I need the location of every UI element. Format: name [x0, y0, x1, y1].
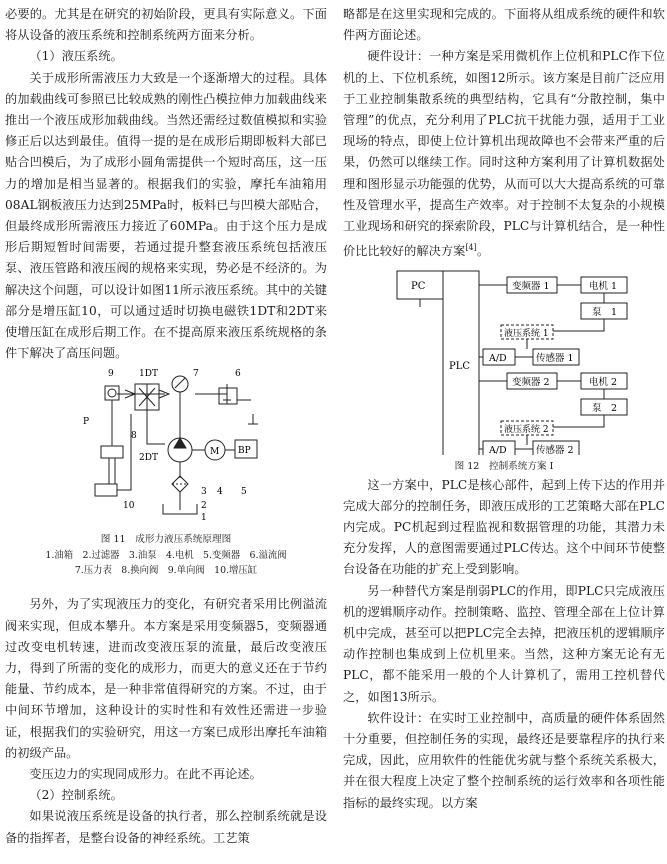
fig12-pc: PC	[411, 280, 426, 292]
fig12-sensor-1: 传感器 1	[536, 352, 574, 364]
fig12-plc: PLC	[449, 360, 471, 372]
fig12-inverter-1: 变频器 1	[512, 280, 550, 292]
fig12-motor-1: 电机 1	[589, 280, 618, 292]
left-paragraph-1: 必要的。尤其是在研究的初始阶段，更具有实际意义。下面将从设备的液压系统和控制系统两方面来分析。	[5, 7, 327, 43]
fig12-motor-2: 电机 2	[589, 376, 618, 388]
fig11-label-4: 4	[217, 487, 223, 498]
fig11-label-2: 2	[201, 501, 207, 512]
fig11-label-8: 8	[131, 431, 137, 442]
figure-11-parts-line-1: 1.油箱 2.过滤器 3.油泵 4.电机 5.变频器 6.溢流阀	[45, 550, 287, 562]
figure-11-parts-line-2: 7.压力表 8.换向阀 9.单向阀 10.增压缸	[74, 565, 258, 577]
left-column	[5, 4, 327, 849]
fig11-label-m: M	[210, 447, 220, 458]
fig12-inverter-2: 变频器 2	[512, 376, 550, 388]
fig12-pump-2: 泵 2	[592, 402, 618, 414]
fig12-pump-1: 泵 1	[592, 306, 618, 318]
figure-12-caption: 图 12 控制系统方案 Ⅰ	[454, 460, 554, 472]
fig11-label-3: 3	[201, 487, 207, 498]
right-paragraph-1: 略都是在这里实现和完成的。下面将从组成系统的硬件和软件两方面论述。	[343, 7, 665, 43]
fig11-label-2dt: 2DT	[139, 453, 158, 464]
fig12-hydraulic-1: 液压系统 1	[504, 328, 549, 339]
citation-ref: [4]	[465, 243, 477, 253]
left-paragraph-5: 如果说液压系统是设备的执行者，那么控制系统就是设备的指挥者，是整台设备的神经系统。工艺策	[5, 809, 327, 845]
fig11-label-1: 1	[201, 513, 207, 524]
left-paragraph-2: 关于成形所需液压力大致是一个逐渐增大的过程。具体的加载曲线可参照已比较成熟的刚性凸模拉伸力加载曲线来推出一个液压成形加载曲线。当然还需经过数值模拟和实验修正后以达到最佳。值得一提的是在成形后期即板料大部已贴合凹模后，为了成形小圆角需提供一个短时高压，这一压力的增加是相当显著的。根据我们的实验，摩托车油箱用08AL钢板液压力达到25MPa时，板料已与凹模大部贴合，但最终成形所需液压力接近了60MPa。由于这个压力是成形后期短暂时间需要，若通过提升整套液压系统包括液压泵、液压管路和液压阀的规格来实现，势必是不经济的。为解决这个问题，可以设计如图11所示液压系统。其中的关键部分是增压缸10，可以通过适时切换电磁铁1DT和2DT来使增压缸在成形后期工作。在不提高原来液压系统规格的条件下解决了高压问题。	[5, 70, 327, 361]
fig11-label-10: 10	[123, 501, 135, 512]
fig11-label-5: 5	[241, 487, 247, 498]
section-heading-hydraulic: （1）液压系统。	[29, 49, 123, 64]
fig12-sensor-2: 传感器 2	[536, 444, 574, 455]
fig11-label-p: P	[83, 417, 90, 428]
fig11-label-bp: BP	[238, 446, 251, 457]
fig11-label-1dt: 1DT	[139, 369, 158, 380]
right-paragraph-5: 软件设计：在实时工业控制中，高质量的硬件体系固然十分重要，但控制任务的实现，最终还是要靠程序的执行来完成，因此，应用软件的性能优劣就与整个系统关系极大，并在很大程度上决定了整个控制系统的运行效率和各项性能指标的最终实现。以方案	[343, 710, 665, 810]
figure-11-caption: 图 11 成形力液压系统原理图	[100, 534, 232, 546]
fig11-label-7: 7	[193, 369, 199, 380]
fig12-hydraulic-2: 液压系统 2	[504, 424, 549, 435]
fig12-ad-1: A/D	[489, 352, 507, 364]
fig11-label-6: 6	[235, 369, 241, 380]
right-column	[343, 4, 665, 814]
left-paragraph-3: 另外，为了实现液压力的变化，有研究者采用比例溢流阀来实现，但成本攀升。本方案是采用变频器5，变频器通过改变电机转速，进而改变液压泵的流量，最后改变液压力，得到了所需的变化的成形力，而更大的意义还在于节约能量、节约成本，是一种非常值得研究的方案。不过，由于中间环节增加，这种设计的实时性和有效性还需进一步验证，根据我们的实验研究，用这一方案已成形出摩托车油箱的初级产品。	[5, 597, 327, 760]
fig12-ad-2: A/D	[489, 444, 507, 455]
fig11-label-9: 9	[108, 369, 114, 380]
right-paragraph-2-text: 硬件设计：一种方案是采用微机作上位机和PLC作下位机的上、下位机系统，如图12所示。该方案是目前广泛应用于工业控制集散系统的典型结构，它具有“分散控制，集中管理”的优点，充分利用了PLC抗干扰能力强，适用于工业现场的特点，即使上位计算机出现故障也不会带来严重的后果，仍然可以继续工作。同时这种方案利用了计算机数据处理和图形显示功能强的优势，从而可以大大提高系统的可靠性及管理水平，提高生产效率。对于控制不太复杂的小规模工业现场和研究的探索阶段，PLC与计算机结合，是一种性价比比较好的解决方案	[343, 49, 665, 259]
right-paragraph-2	[343, 46, 665, 262]
section-heading-control: （2）控制系统。	[29, 788, 123, 803]
figure-12-diagram	[343, 263, 665, 455]
right-paragraph-4: 另一种替代方案是削弱PLC的作用，即PLC只完成液压机的逻辑顺序动作。控制策略、监控、管理全部在上位计算机中完成，甚至可以把PLC完全去掉，把液压机的逻辑顺序动作控制也集成到上位机里来。当然，这种方案无论有无PLC，都不能采用一般的个人计算机了，需用工控机替代之，如图13所示。	[343, 583, 665, 704]
figure-11	[5, 364, 327, 594]
right-paragraph-2-end: 。	[476, 244, 490, 259]
figure-12	[343, 263, 665, 475]
left-paragraph-4: 变压边力的实现同成形力。在此不再论述。	[29, 767, 262, 782]
right-paragraph-3: 这一方案中，PLC是核心部件，起到上传下达的作用并完成大部分的控制任务，即液压成形的工艺策略大部在PLC内完成。PC机起到过程监视和数据管理的功能，其潜力未充分发挥，人的意图需要通过PLC传达。这个中间环节使整台设备在功能的扩充上受到影响。	[343, 477, 665, 577]
figure-11-diagram	[5, 364, 327, 550]
